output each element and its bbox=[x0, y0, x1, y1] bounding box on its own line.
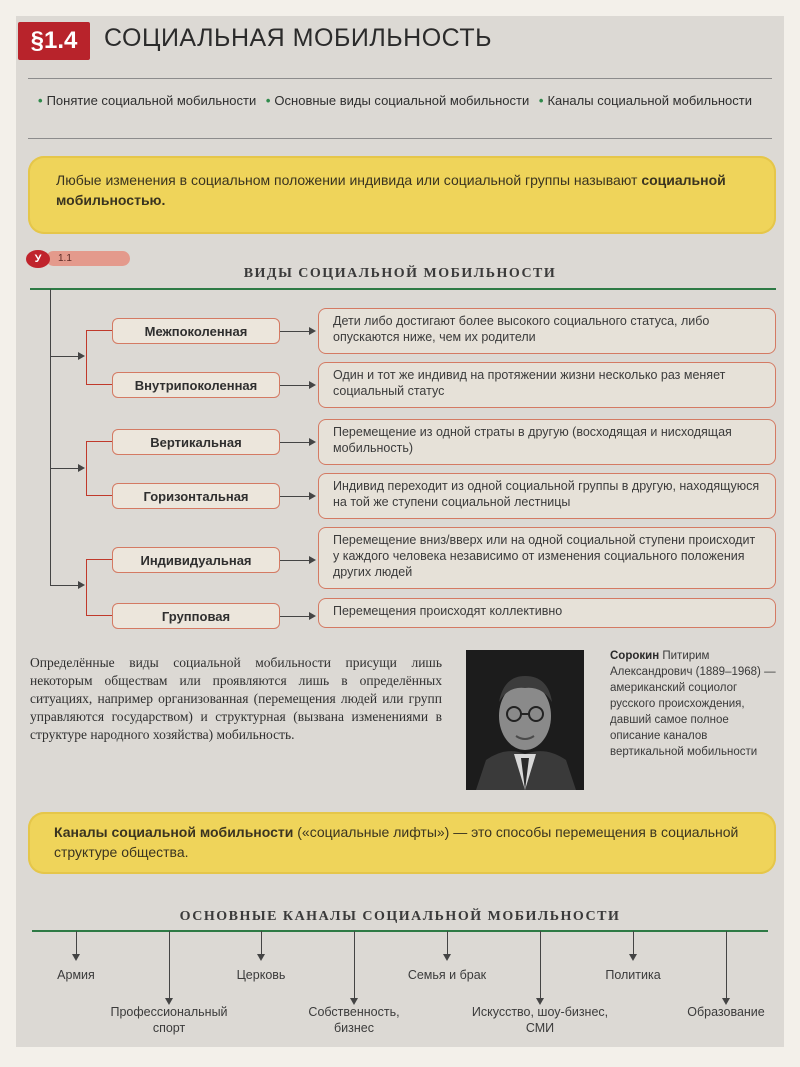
channel-item: Собственность, бизнес bbox=[308, 1005, 400, 1035]
type-arrow-line bbox=[280, 496, 310, 497]
type-description: Дети либо достигают более высокого социального статуса, либо опускаются ниже, чем их родители bbox=[318, 308, 776, 354]
group-bracket bbox=[86, 384, 112, 385]
group-bracket bbox=[86, 615, 112, 616]
topic-item: Каналы социальной мобильности bbox=[547, 93, 753, 108]
section-number-badge: §1.4 bbox=[18, 22, 90, 60]
arrow-down-icon bbox=[72, 954, 80, 961]
type-box-individual: Индивидуальная bbox=[112, 547, 280, 573]
header-divider bbox=[28, 78, 772, 79]
channels-section-title: ОСНОВНЫЕ КАНАЛЫ СОЦИАЛЬНОЙ МОБИЛЬНОСТИ bbox=[179, 909, 621, 924]
group-bracket bbox=[86, 330, 87, 384]
type-description: Перемещение из одной страты в другую (восходящая и нисходящая мобильность) bbox=[318, 419, 776, 465]
group-bracket bbox=[86, 441, 112, 442]
group-bracket bbox=[86, 559, 87, 615]
channel-item: Образование bbox=[687, 1005, 765, 1019]
channel-arrow-line bbox=[540, 931, 541, 1001]
arrow-right-icon bbox=[309, 381, 316, 389]
channel-arrow-line bbox=[726, 931, 727, 1001]
channels-definition-box bbox=[28, 812, 776, 874]
group-bracket bbox=[86, 330, 112, 331]
channel-item: Искусство, шоу-бизнес, СМИ bbox=[471, 1005, 609, 1035]
portrait-caption bbox=[610, 648, 780, 760]
arrow-right-icon bbox=[78, 352, 85, 360]
topics-divider bbox=[28, 138, 772, 139]
types-section-title: ВИДЫ СОЦИАЛЬНОЙ МОБИЛЬНОСТИ bbox=[243, 266, 557, 281]
section-code-pill: 1.1 bbox=[46, 251, 130, 266]
type-description: Перемещение вниз/вверх или на одной социальной ступени происходит у каждого человека независимо от изменения социального положения других людей bbox=[318, 527, 776, 589]
topic-bullet-icon: • bbox=[38, 93, 43, 108]
definition-box bbox=[28, 156, 776, 234]
type-box-intragenerational: Внутрипоколенная bbox=[112, 372, 280, 398]
group-connector bbox=[50, 468, 80, 469]
type-description: Один и тот же индивид на протяжении жизни несколько раз меняет социальный статус bbox=[318, 362, 776, 408]
arrow-right-icon bbox=[309, 612, 316, 620]
arrow-right-icon bbox=[309, 492, 316, 500]
topic-bullet-icon: • bbox=[538, 93, 544, 108]
channel-item: Семья и брак bbox=[407, 968, 487, 982]
type-description: Индивид переходит из одной социальной группы в другую, находящуюся на той же ступени социальной лестницы bbox=[318, 473, 776, 519]
type-description: Перемещения происходят коллективно bbox=[318, 598, 776, 628]
arrow-right-icon bbox=[309, 556, 316, 564]
channel-item: Политика bbox=[605, 968, 661, 982]
group-connector bbox=[50, 585, 80, 586]
group-connector bbox=[50, 356, 80, 357]
sorokin-portrait-photo bbox=[466, 650, 584, 790]
topic-bullet-icon: • bbox=[265, 93, 271, 108]
section-marker-badge: У bbox=[26, 250, 50, 268]
type-arrow-line bbox=[280, 385, 310, 386]
arrow-right-icon bbox=[309, 327, 316, 335]
group-bracket bbox=[86, 495, 112, 496]
type-box-group: Групповая bbox=[112, 603, 280, 629]
channel-item: Профессиональный спорт bbox=[110, 1005, 228, 1035]
type-arrow-line bbox=[280, 442, 310, 443]
channels-term: Каналы социальной мобильности bbox=[54, 824, 294, 840]
channels-definition-text: («социальные лифты») — это способы перемещения в социальной структуре общества. bbox=[54, 824, 739, 860]
arrow-right-icon bbox=[309, 438, 316, 446]
textbook-page bbox=[16, 16, 784, 1047]
channel-arrow-line bbox=[354, 931, 355, 1001]
arrow-down-icon bbox=[257, 954, 265, 961]
definition-term: социальной мобильностью. bbox=[56, 172, 726, 208]
channel-arrow-line bbox=[169, 931, 170, 1001]
type-box-intergenerational: Межпоколенная bbox=[112, 318, 280, 344]
diagram-trunk-line bbox=[50, 289, 51, 585]
type-arrow-line bbox=[280, 616, 310, 617]
portrait-illustration-icon bbox=[466, 650, 584, 790]
channels-section-line bbox=[32, 930, 768, 932]
arrow-right-icon bbox=[78, 464, 85, 472]
channel-item: Армия bbox=[57, 968, 95, 982]
arrow-down-icon bbox=[629, 954, 637, 961]
arrow-right-icon bbox=[78, 581, 85, 589]
topics-list bbox=[38, 92, 778, 109]
body-paragraph: Определённые виды социальной мобильности присущи лишь некоторым обществам или проявляются лишь в определённых ситуациях, например организованная (перемещения людей или групп управляются государством) и структурная (вызвана изменениями в структуре народного хозяйства) мобильность. bbox=[30, 655, 442, 742]
topic-item: Понятие социальной мобильности bbox=[46, 93, 257, 108]
topic-item: Основные виды социальной мобильности bbox=[274, 93, 530, 108]
channel-item: Церковь bbox=[236, 968, 286, 982]
page-title: СОЦИАЛЬНАЯ МОБИЛЬНОСТЬ bbox=[104, 24, 493, 52]
group-bracket bbox=[86, 559, 112, 560]
type-arrow-line bbox=[280, 560, 310, 561]
caption-name: Сорокин bbox=[610, 650, 660, 662]
group-bracket bbox=[86, 441, 87, 495]
type-arrow-line bbox=[280, 331, 310, 332]
type-box-horizontal: Горизонтальная bbox=[112, 483, 280, 509]
type-box-vertical: Вертикальная bbox=[112, 429, 280, 455]
types-section-line bbox=[30, 288, 776, 290]
caption-details: Питирим Александрович (1889–1968) — американский социолог русского происхождения, давший самое полное описание каналов вертикальной мобильности bbox=[610, 650, 776, 758]
arrow-down-icon bbox=[443, 954, 451, 961]
definition-text: Любые изменения в социальном положении индивида или социальной группы называют bbox=[56, 172, 638, 188]
